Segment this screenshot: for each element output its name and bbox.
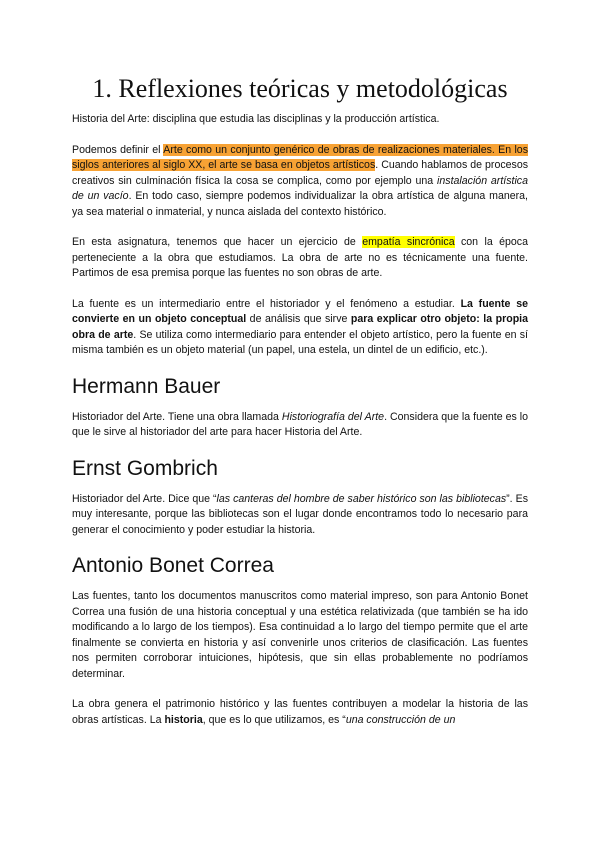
- section-heading-ernst-gombrich: Ernst Gombrich: [72, 456, 218, 480]
- document-body: [72, 72, 528, 743]
- text-run: Historiador del Arte. Dice que “: [72, 492, 217, 505]
- paragraph-empatia: [72, 235, 528, 282]
- italic-text: instalación artística de un vacío: [72, 174, 528, 202]
- paragraph-bonet-correa-2: [72, 697, 528, 728]
- italic-text: las canteras del hombre de saber histórico son las bibliotecas: [216, 492, 507, 505]
- text-run: La obra genera el patrimonio histórico y las fuentes contribuyen a modelar la historia de las obras artísticas. La: [72, 698, 528, 726]
- text-run: . En todo caso, siempre podemos individualizar la obra artística de alguna manera, ya sea material o inmaterial, y nunca aislada del contexto histórico.: [72, 190, 528, 218]
- paragraph-fuente: [72, 297, 528, 359]
- text-run: . Considera que la fuente es lo que le sirve al historiador del arte para hacer Historia del Arte.: [72, 410, 528, 438]
- text-run: La fuente es un intermediario entre el historiador y el fenómeno a estudiar.: [72, 297, 461, 310]
- paragraph-arte-definition: [72, 143, 528, 221]
- text-run: . Cuando hablamos de procesos creativos sin culminación física la cosa se complica, como por ejemplo una: [72, 159, 529, 187]
- italic-text: Historiografía del Arte: [281, 410, 385, 423]
- section-heading-antonio-bonet-correa: Antonio Bonet Correa: [72, 554, 274, 577]
- text-run: Podemos definir el: [72, 143, 164, 156]
- highlighted-text: empatía sincrónica: [362, 236, 455, 248]
- section-heading-hermann-bauer: Hermann Bauer: [72, 374, 221, 398]
- bold-text: La fuente se convierte en un objeto conceptual: [72, 297, 528, 325]
- bold-text: para explicar otro objeto: la propia obra de arte: [72, 313, 529, 341]
- paragraph-ernst-gombrich: [72, 492, 528, 539]
- text-run: , que es lo que utilizamos, es “: [202, 713, 346, 726]
- italic-text: una construcción de un: [345, 713, 456, 726]
- text-run: En esta asignatura, tenemos que hacer un ejercicio de: [72, 236, 363, 248]
- text-run: Historiador del Arte. Tiene una obra llamada: [72, 410, 282, 423]
- bold-text: historia: [164, 713, 203, 726]
- text-run: de análisis que sirve: [246, 313, 351, 325]
- paragraph-bonet-correa-1: Las fuentes, tanto los documentos manuscritos como material impreso, son para Antonio Bonet Correa una fusión de una historia conceptual y una estética relativizada (que también se ha ido modificando a lo largo de los tiempos). Esa continuidad a lo largo del tiempo permite que el arte finalmente se convierta en historia y así convenirle unos criterios de clasificación. Las fuentes nos permiten corroborar intuiciones, hipótesis, que sin ellas probablemente no podríamos determinar.: [72, 590, 528, 680]
- text-run: ”. Es muy interesante, porque las bibliotecas son el lugar donde encontramos todo lo necesario para generar el conocimiento y poder estudiar la historia.: [72, 492, 528, 536]
- intro-paragraph: Historia del Arte: disciplina que estudia las disciplinas y la producción artística.: [72, 113, 440, 125]
- paragraph-hermann-bauer: [72, 410, 528, 441]
- text-run: . Se utiliza como intermediario para entender el objeto artístico, pero la fuente en sí misma también es un objeto material (un papel, una estela, un dintel de un edificio, etc.).: [72, 328, 528, 356]
- highlighted-text: Arte como un conjunto genérico de obras de realizaciones materiales. En los siglos anteriores al siglo XX, el arte se basa en objetos artísticos: [72, 143, 528, 171]
- text-run: con la época perteneciente a la obra que estudiamos. La obra de arte no es técnicamente una fuente. Partimos de esa premisa porque las fuentes no son obras de arte.: [72, 236, 528, 279]
- page-title: 1. Reflexiones teóricas y metodológicas: [92, 74, 508, 103]
